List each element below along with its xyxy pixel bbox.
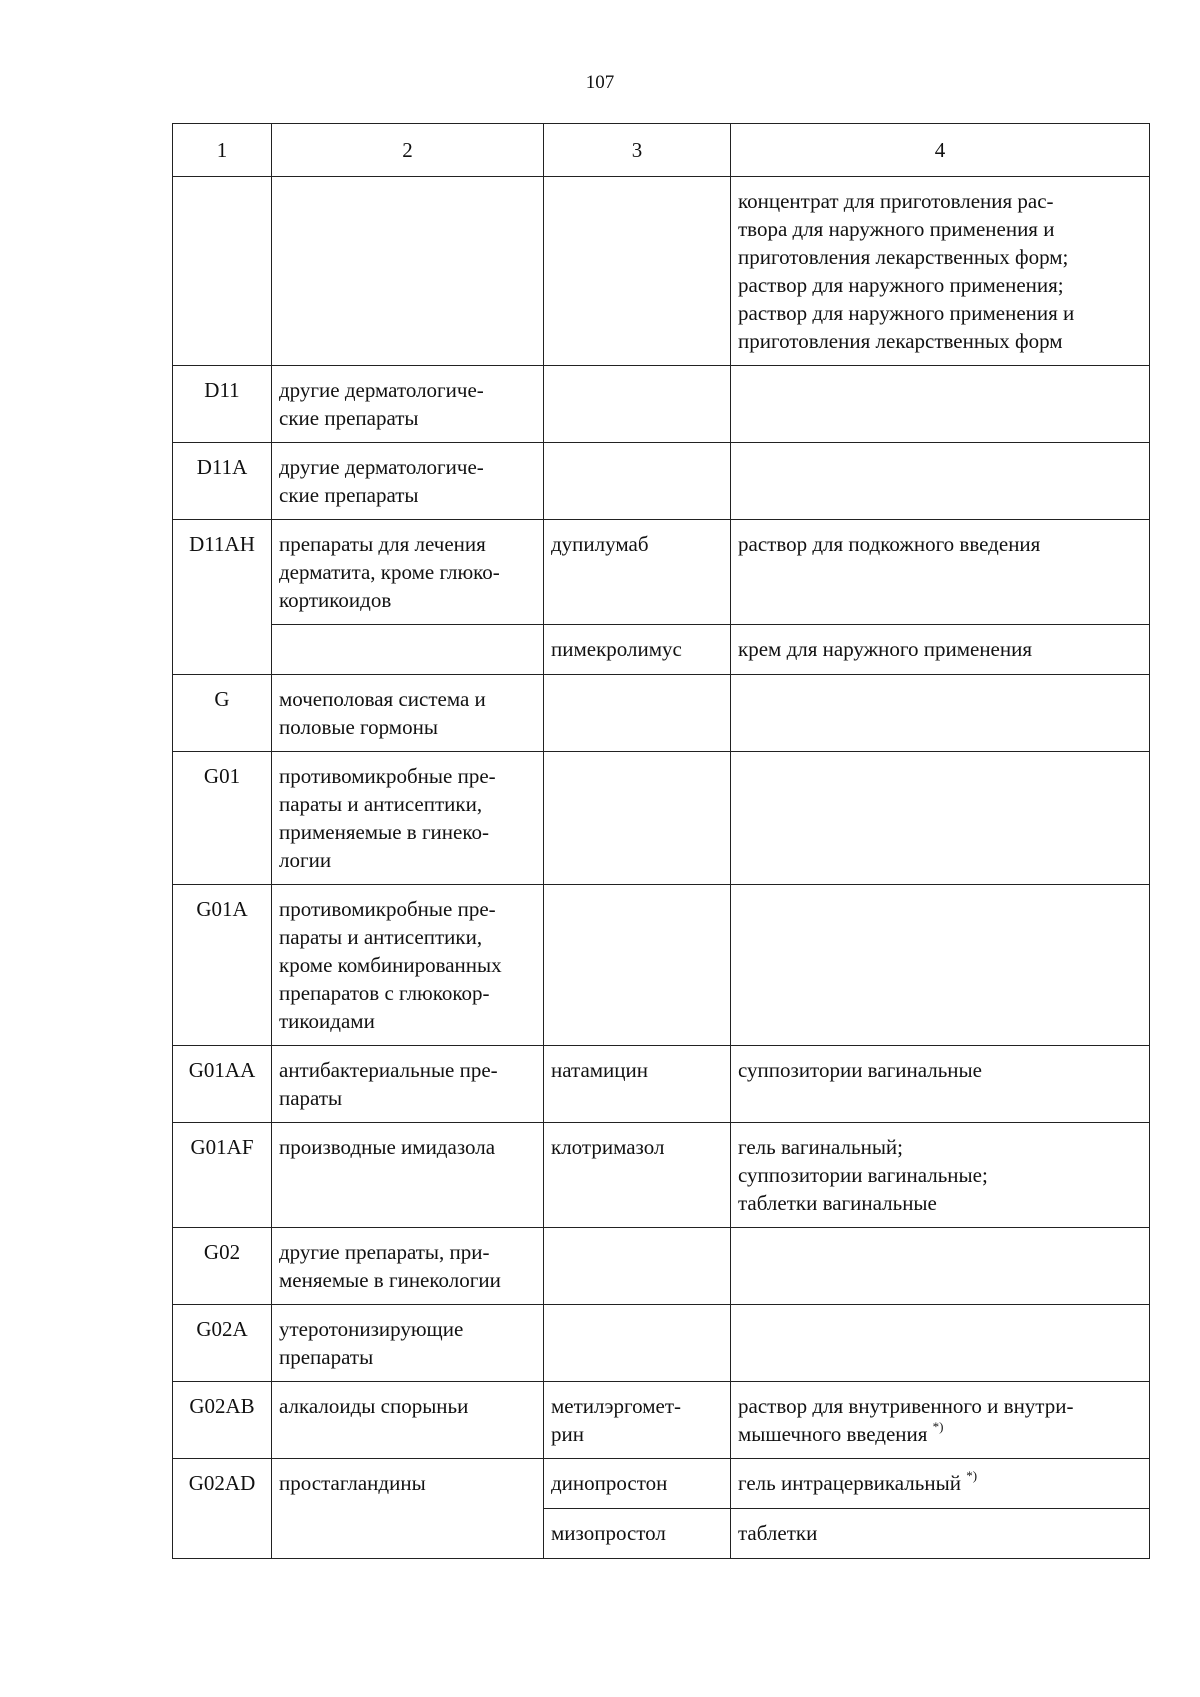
- drug-cell: [544, 885, 731, 1046]
- group-cell: [272, 177, 544, 366]
- table-row: [173, 177, 1150, 366]
- group-cell: простагландины: [272, 1459, 544, 1559]
- code-cell: G02AD: [173, 1459, 272, 1559]
- code-cell: D11AH: [173, 520, 272, 675]
- code-cell: G01A: [173, 885, 272, 1046]
- footnote-mark: *): [932, 1419, 944, 1434]
- form-cell: гель вагинальный; суппозитории вагинальные; таблетки вагинальные: [731, 1123, 1150, 1228]
- table-row: [173, 752, 1150, 885]
- table-row: [173, 885, 1150, 1046]
- drug-cell: [544, 443, 731, 520]
- drug-cell: мизопростол: [544, 1509, 731, 1559]
- form-cell: [731, 675, 1150, 752]
- code-cell: G02A: [173, 1305, 272, 1382]
- code-cell: G02AB: [173, 1382, 272, 1459]
- table-row: [173, 1305, 1150, 1382]
- table-row: [173, 443, 1150, 520]
- form-cell: [731, 1228, 1150, 1305]
- column-header: 1: [173, 124, 272, 177]
- page-number: 107: [585, 72, 615, 93]
- drug-cell: [544, 366, 731, 443]
- drug-cell: [544, 177, 731, 366]
- table-row: [173, 1123, 1150, 1228]
- form-cell: концентрат для приготовления рас- твора для наружного применения и приготовления лекарственных форм; раствор для наружного применения; раствор для наружного применения и приготовления лекарственных форм: [731, 177, 1150, 366]
- drug-cell: [544, 1228, 731, 1305]
- group-cell: другие препараты, при- меняемые в гинекологии: [272, 1228, 544, 1305]
- drug-cell: [544, 1305, 731, 1382]
- drug-cell: [544, 675, 731, 752]
- code-cell: D11: [173, 366, 272, 443]
- group-cell: производные имидазола: [272, 1123, 544, 1228]
- form-cell: раствор для подкожного введения: [731, 520, 1150, 625]
- table-header-row: [173, 124, 1150, 177]
- group-cell: антибактериальные пре- параты: [272, 1046, 544, 1123]
- code-cell: G01AA: [173, 1046, 272, 1123]
- table-row: [173, 675, 1150, 752]
- form-cell: таблетки: [731, 1509, 1150, 1559]
- form-cell: [731, 443, 1150, 520]
- group-cell: препараты для лечения дерматита, кроме глюко- кортикоидов: [272, 520, 544, 625]
- form-cell: раствор для внутривенного и внутри- мышечного введения *): [731, 1382, 1150, 1459]
- drug-cell: дупилумаб: [544, 520, 731, 625]
- form-cell: гель интрацервикальный *): [731, 1459, 1150, 1509]
- form-cell: суппозитории вагинальные: [731, 1046, 1150, 1123]
- column-header: 4: [731, 124, 1150, 177]
- table-row: [173, 1459, 1150, 1509]
- form-cell: [731, 885, 1150, 1046]
- column-header: 3: [544, 124, 731, 177]
- drug-cell: динопростон: [544, 1459, 731, 1509]
- group-cell: другие дерматологиче- ские препараты: [272, 443, 544, 520]
- group-cell: другие дерматологиче- ские препараты: [272, 366, 544, 443]
- drug-cell: метилэргомет- рин: [544, 1382, 731, 1459]
- table-row: [173, 366, 1150, 443]
- group-cell: алкалоиды спорыньи: [272, 1382, 544, 1459]
- group-cell: мочеполовая система и половые гормоны: [272, 675, 544, 752]
- table-row: [173, 1382, 1150, 1459]
- drug-cell: натамицин: [544, 1046, 731, 1123]
- table-row: [173, 625, 1150, 675]
- form-cell: [731, 1305, 1150, 1382]
- form-cell: крем для наружного применения: [731, 625, 1150, 675]
- footnote-mark: *): [966, 1468, 978, 1483]
- group-cell: утеротонизирующие препараты: [272, 1305, 544, 1382]
- code-cell: G01: [173, 752, 272, 885]
- code-cell: G: [173, 675, 272, 752]
- group-cell: противомикробные пре- параты и антисептики, применяемые в гинеко- логии: [272, 752, 544, 885]
- table-row: [173, 520, 1150, 625]
- code-cell: [173, 177, 272, 366]
- code-cell: G01AF: [173, 1123, 272, 1228]
- group-cell: [272, 625, 544, 675]
- drug-table: [172, 123, 1150, 1559]
- drug-cell: клотримазол: [544, 1123, 731, 1228]
- column-header: 2: [272, 124, 544, 177]
- group-cell: противомикробные пре- параты и антисептики, кроме комбинированных препаратов с глюкокор- тикоидами: [272, 885, 544, 1046]
- drug-cell: пимекролимус: [544, 625, 731, 675]
- drug-cell: [544, 752, 731, 885]
- form-cell: [731, 366, 1150, 443]
- table-row: [173, 1046, 1150, 1123]
- table-row: [173, 1228, 1150, 1305]
- code-cell: G02: [173, 1228, 272, 1305]
- form-cell: [731, 752, 1150, 885]
- code-cell: D11A: [173, 443, 272, 520]
